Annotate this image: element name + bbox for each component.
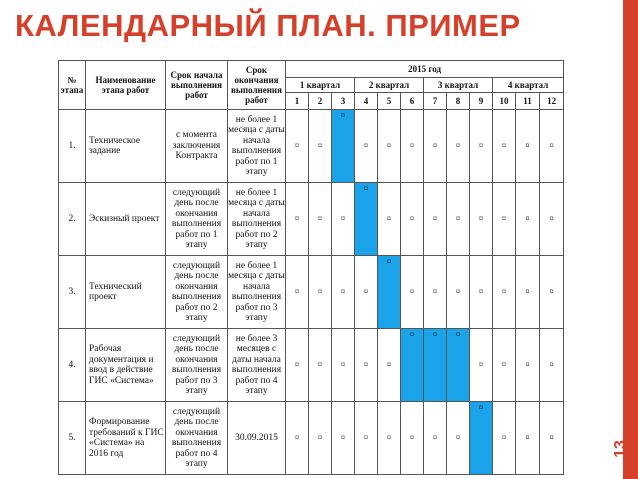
cell-marker: ¤ xyxy=(410,286,414,296)
month-cell xyxy=(516,329,540,402)
cell-marker: ¤ xyxy=(341,286,345,296)
month-cell xyxy=(447,110,470,183)
cell-marker: ¤ xyxy=(318,286,322,296)
stage-end: 30.09.2015 xyxy=(228,402,286,475)
cell-marker: ¤ xyxy=(433,213,437,223)
month-cell xyxy=(378,402,401,475)
cell-marker: ¤ xyxy=(295,359,299,369)
header-month: 9 xyxy=(470,93,493,110)
month-cell-active xyxy=(355,183,378,256)
cell-marker: ¤ xyxy=(387,140,391,150)
table-row xyxy=(59,183,564,256)
header-quarter: 3 квартал xyxy=(424,78,493,93)
cell-marker: ¤ xyxy=(433,140,437,150)
cell-marker: ¤ xyxy=(387,359,391,369)
header-quarter: 1 квартал xyxy=(286,78,355,93)
cell-marker: ¤ xyxy=(525,213,530,223)
cell-marker: ¤ xyxy=(295,140,299,150)
month-cell-active xyxy=(401,329,424,402)
cell-marker: ¤ xyxy=(502,213,506,223)
month-cell xyxy=(540,110,564,183)
page-number: 13 xyxy=(612,440,629,458)
header-year: 2015 год xyxy=(286,61,564,78)
month-cell-active xyxy=(424,329,447,402)
header-name: Наименование этапа работ xyxy=(86,61,166,110)
cell-marker: ¤ xyxy=(525,286,530,296)
month-cell xyxy=(470,183,493,256)
stage-start: следующий день после окончания выполнения работ по 3 этапу xyxy=(166,329,228,402)
cell-marker: ¤ xyxy=(387,432,391,442)
header-month: 1 xyxy=(286,93,309,110)
month-cell xyxy=(286,110,309,183)
month-cell xyxy=(540,329,564,402)
header-end: Срок окончания выполнения работ xyxy=(228,61,286,110)
month-cell xyxy=(516,110,540,183)
cell-marker: ¤ xyxy=(387,256,391,266)
cell-marker: ¤ xyxy=(318,359,322,369)
header-quarter: 4 квартал xyxy=(493,78,564,93)
month-cell xyxy=(355,256,378,329)
cell-marker: ¤ xyxy=(549,432,554,442)
table-row xyxy=(59,402,564,475)
month-cell xyxy=(286,402,309,475)
month-cell xyxy=(309,329,332,402)
month-cell xyxy=(355,329,378,402)
cell-marker: ¤ xyxy=(364,140,368,150)
stage-end: не более 1 месяца с даты начала выполнения работ по 3 этапу xyxy=(228,256,286,329)
cell-marker: ¤ xyxy=(456,286,460,296)
month-cell xyxy=(332,329,355,402)
cell-marker: ¤ xyxy=(456,140,460,150)
cell-marker: ¤ xyxy=(479,402,483,412)
slide-title: КАЛЕНДАРНЫЙ ПЛАН. ПРИМЕР xyxy=(15,8,521,43)
header-month: 6 xyxy=(401,93,424,110)
month-cell xyxy=(516,402,540,475)
cell-marker: ¤ xyxy=(318,140,322,150)
month-cell xyxy=(309,402,332,475)
month-cell xyxy=(540,402,564,475)
cell-marker: ¤ xyxy=(341,432,345,442)
month-cell xyxy=(516,256,540,329)
month-cell xyxy=(493,183,516,256)
cell-marker: ¤ xyxy=(341,359,345,369)
cell-marker: ¤ xyxy=(549,140,554,150)
month-cell xyxy=(540,183,564,256)
cell-marker: ¤ xyxy=(479,213,483,223)
month-cell xyxy=(424,110,447,183)
month-cell xyxy=(309,183,332,256)
cell-marker: ¤ xyxy=(410,329,414,339)
cell-marker: ¤ xyxy=(318,432,322,442)
stage-start: с момента заключения Контракта xyxy=(166,110,228,183)
stage-name: Технический проект xyxy=(86,256,166,329)
cell-marker: ¤ xyxy=(549,213,554,223)
cell-marker: ¤ xyxy=(410,140,414,150)
header-num: № этапа xyxy=(59,61,86,110)
cell-marker: ¤ xyxy=(341,213,345,223)
cell-marker: ¤ xyxy=(295,286,299,296)
stage-start: следующий день после окончания выполнения работ по 4 этапу xyxy=(166,402,228,475)
month-cell-active xyxy=(447,329,470,402)
cell-marker: ¤ xyxy=(549,286,554,296)
month-cell xyxy=(424,183,447,256)
cell-marker: ¤ xyxy=(410,432,414,442)
cell-marker: ¤ xyxy=(456,329,460,339)
month-cell xyxy=(286,183,309,256)
cell-marker: ¤ xyxy=(502,140,506,150)
cell-marker: ¤ xyxy=(502,286,506,296)
cell-marker: ¤ xyxy=(433,286,437,296)
month-cell xyxy=(355,402,378,475)
month-cell xyxy=(378,329,401,402)
stage-end: не более 1 месяца с даты начала выполнения работ по 1 этапу xyxy=(228,110,286,183)
cell-marker: ¤ xyxy=(549,359,554,369)
header-month: 11 xyxy=(516,93,540,110)
month-cell xyxy=(286,256,309,329)
month-cell xyxy=(470,110,493,183)
cell-marker: ¤ xyxy=(479,286,483,296)
cell-marker: ¤ xyxy=(456,213,460,223)
cell-marker: ¤ xyxy=(479,359,483,369)
month-cell xyxy=(332,183,355,256)
header-month: 5 xyxy=(378,93,401,110)
stage-end: не более 3 месяцев с даты начала выполнения работ по 4 этапу xyxy=(228,329,286,402)
month-cell xyxy=(401,256,424,329)
month-cell xyxy=(447,402,470,475)
month-cell xyxy=(493,256,516,329)
cell-marker: ¤ xyxy=(364,432,368,442)
header-month: 12 xyxy=(540,93,564,110)
month-cell xyxy=(401,402,424,475)
month-cell xyxy=(470,329,493,402)
month-cell xyxy=(470,256,493,329)
cell-marker: ¤ xyxy=(295,213,299,223)
month-cell xyxy=(401,183,424,256)
cell-marker: ¤ xyxy=(433,432,437,442)
schedule-table xyxy=(58,60,564,475)
table-row xyxy=(59,329,564,402)
month-cell xyxy=(309,256,332,329)
cell-marker: ¤ xyxy=(364,286,368,296)
month-cell xyxy=(493,110,516,183)
stage-number: 2. xyxy=(59,183,86,256)
month-cell xyxy=(447,256,470,329)
header-month: 8 xyxy=(447,93,470,110)
stage-name: Формирование требований к ГИС «Система» на 2016 год xyxy=(86,402,166,475)
cell-marker: ¤ xyxy=(318,213,322,223)
month-cell xyxy=(332,402,355,475)
month-cell xyxy=(332,256,355,329)
header-month: 3 xyxy=(332,93,355,110)
month-cell xyxy=(447,183,470,256)
month-cell xyxy=(355,110,378,183)
cell-marker: ¤ xyxy=(341,110,345,120)
stage-name: Техническое задание xyxy=(86,110,166,183)
stage-name: Рабочая документация и ввод в действие ГИС «Система» xyxy=(86,329,166,402)
month-cell-active xyxy=(470,402,493,475)
stage-start: следующий день после окончания выполнения работ по 1 этапу xyxy=(166,183,228,256)
cell-marker: ¤ xyxy=(479,140,483,150)
month-cell xyxy=(493,329,516,402)
cell-marker: ¤ xyxy=(525,432,530,442)
stage-end: не более 1 месяца с даты начала выполнения работ по 2 этапу xyxy=(228,183,286,256)
header-month: 4 xyxy=(355,93,378,110)
month-cell xyxy=(401,110,424,183)
stage-name: Эскизный проект xyxy=(86,183,166,256)
cell-marker: ¤ xyxy=(295,432,299,442)
month-cell-active xyxy=(378,256,401,329)
month-cell xyxy=(424,402,447,475)
accent-bar xyxy=(623,0,638,479)
table-row xyxy=(59,110,564,183)
month-cell xyxy=(540,256,564,329)
table-row xyxy=(59,256,564,329)
cell-marker: ¤ xyxy=(525,359,530,369)
stage-number: 3. xyxy=(59,256,86,329)
header-month: 2 xyxy=(309,93,332,110)
cell-marker: ¤ xyxy=(525,140,530,150)
month-cell xyxy=(378,183,401,256)
stage-number: 1. xyxy=(59,110,86,183)
month-cell xyxy=(493,402,516,475)
header-start: Срок начала выполнения работ xyxy=(166,61,228,110)
cell-marker: ¤ xyxy=(410,213,414,223)
cell-marker: ¤ xyxy=(502,432,506,442)
cell-marker: ¤ xyxy=(364,183,368,193)
month-cell xyxy=(309,110,332,183)
cell-marker: ¤ xyxy=(433,329,437,339)
month-cell-active xyxy=(332,110,355,183)
month-cell xyxy=(378,110,401,183)
stage-number: 4. xyxy=(59,329,86,402)
header-month: 7 xyxy=(424,93,447,110)
cell-marker: ¤ xyxy=(387,213,391,223)
stage-number: 5. xyxy=(59,402,86,475)
header-month: 10 xyxy=(493,93,516,110)
cell-marker: ¤ xyxy=(364,359,368,369)
cell-marker: ¤ xyxy=(502,359,506,369)
month-cell xyxy=(516,183,540,256)
stage-start: следующий день после окончания выполнения работ по 2 этапу xyxy=(166,256,228,329)
header-quarter: 2 квартал xyxy=(355,78,424,93)
cell-marker: ¤ xyxy=(456,432,460,442)
month-cell xyxy=(286,329,309,402)
month-cell xyxy=(424,256,447,329)
